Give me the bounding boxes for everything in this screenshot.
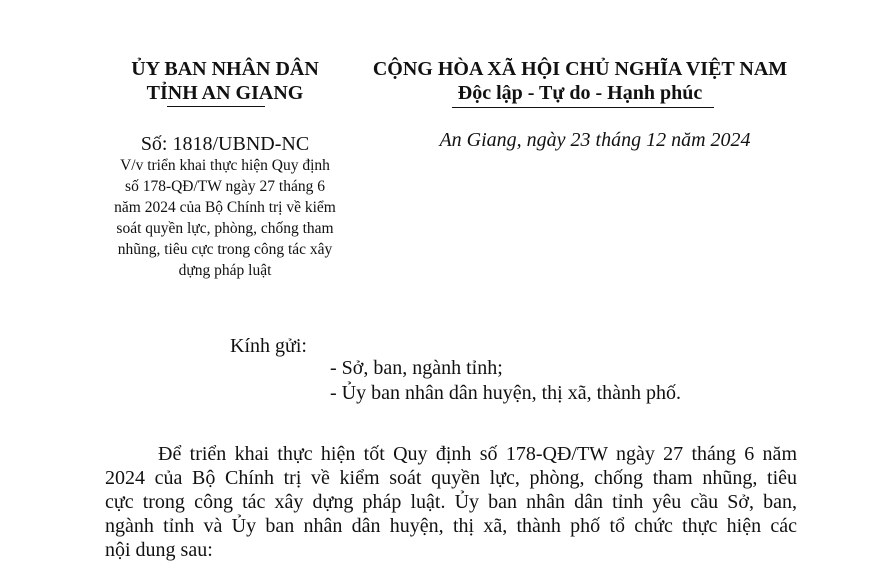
body-paragraph-line: cực trong công tác xây dựng pháp luật. Ủy ban nhân dân tỉnh yêu cầu Sở, ban, <box>105 491 797 513</box>
issuing-organization-line-2: TỈNH AN GIANG <box>146 82 304 104</box>
subject-line: dựng pháp luật <box>178 262 272 279</box>
recipient-item: - Sở, ban, ngành tỉnh; <box>330 357 503 379</box>
subject-line: V/v triển khai thực hiện Quy định <box>120 157 330 174</box>
subject-line: soát quyền lực, phòng, chống tham <box>116 220 334 237</box>
national-title: CỘNG HÒA XÃ HỘI CHỦ NGHĨA VIỆT NAM <box>372 58 788 80</box>
body-paragraph-line: ngành tỉnh và Ủy ban nhân dân huyện, thị xã, thành phố tổ chức thực hiện các <box>105 515 797 537</box>
subject-line: năm 2024 của Bộ Chính trị về kiểm <box>114 199 336 216</box>
subject-line: số 178-QĐ/TW ngày 27 tháng 6 <box>125 178 325 195</box>
body-paragraph-line: nội dung sau: <box>105 539 213 561</box>
organization-underline <box>167 106 265 107</box>
issuing-organization-line-1: ỦY BAN NHÂN DÂN <box>131 58 319 80</box>
motto-underline <box>452 107 714 108</box>
place-and-date: An Giang, ngày 23 tháng 12 năm 2024 <box>439 129 751 151</box>
document-number: Số: 1818/UBND-NC <box>140 133 310 155</box>
recipients-label: Kính gửi: <box>230 335 307 357</box>
subject-line: nhũng, tiêu cực trong công tác xây <box>117 241 333 258</box>
recipient-item: - Ủy ban nhân dân huyện, thị xã, thành phố. <box>330 382 682 404</box>
body-paragraph-line: 2024 của Bộ Chính trị về kiểm soát quyền lực, phòng, chống tham nhũng, tiêu <box>105 467 797 489</box>
body-paragraph-line: Để triển khai thực hiện tốt Quy định số 178-QĐ/TW ngày 27 tháng 6 năm <box>158 443 797 465</box>
national-motto: Độc lập - Tự do - Hạnh phúc <box>457 82 703 104</box>
